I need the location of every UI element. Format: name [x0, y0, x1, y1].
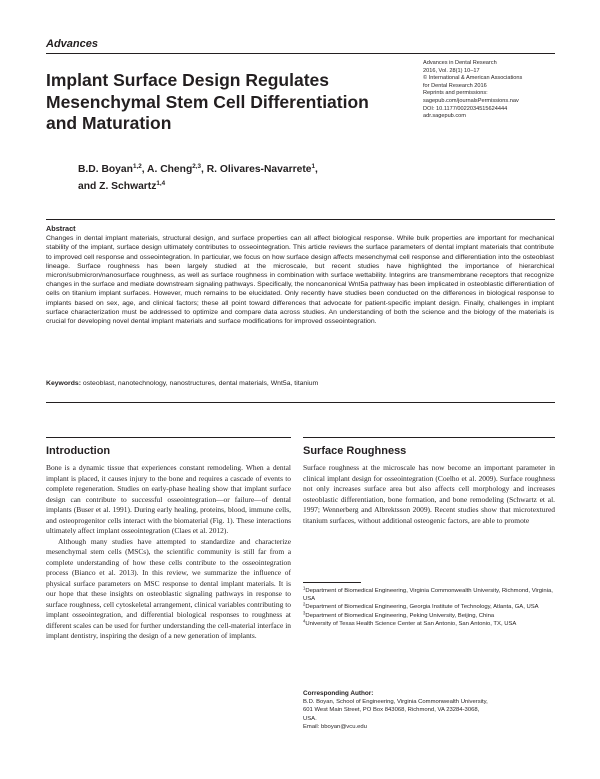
corresponding-line: 601 West Main Street, PO Box 843068, Richmond, VA 23284-3068, — [303, 707, 480, 714]
journal-name: Advances in Dental Research — [423, 60, 497, 66]
author-sep: , — [201, 164, 207, 175]
surface-roughness-paragraph: Surface roughness at the microscale has now become an important parameter in clinical implant design for osseointegration (Coelho et al. 2009). Surface roughness not only increases surface area but also affects cell morphology and increases osteoblastic differentiation, bone formation, and bone remodeling (Schwartz et al. 1997; Wennerberg and Albrektsson 2009). Recent studies show that microtextured titanium surfaces, without additional osteogenic factors, are able to promote — [303, 463, 555, 525]
affiliation-text: Department of Biomedical Engineering, Peking University, Beijing, China — [305, 612, 495, 619]
journal-url[interactable]: adr.sagepub.com — [423, 113, 466, 120]
author-name: A. Cheng — [147, 164, 193, 175]
copyright-line-2: for Dental Research 2016 — [423, 82, 487, 89]
author-affil-sup: 1,4 — [156, 180, 166, 188]
doi[interactable]: DOI: 10.1177/0022034515624444 — [423, 105, 508, 112]
affiliation-item — [303, 587, 555, 603]
author-sep: , — [315, 164, 318, 175]
affiliation-sup: 2 — [303, 602, 306, 608]
corresponding-line: USA. — [303, 715, 317, 722]
affiliation-text: Department of Biomedical Engineering, Georgia Institute of Technology, Atlanta, GA, USA — [305, 604, 539, 611]
keywords-text: osteoblast, nanotechnology, nanostructures, dental materials, Wnt5a, titanium — [82, 380, 319, 387]
intro-heading-rule — [46, 437, 291, 438]
copyright-line: © International & American Associations — [423, 75, 523, 82]
keywords — [46, 380, 554, 387]
affiliation-item — [303, 620, 555, 628]
corresponding-author — [303, 690, 555, 731]
article-title: Implant Surface Design Regulates Mesenchymal Stem Cell Differentiation and Maturation — [46, 70, 369, 133]
footnote-rule — [303, 582, 361, 583]
affiliation-text: University of Texas Health Science Center at San Antonio, San Antonio, TX, USA — [305, 620, 517, 627]
corresponding-line: B.D. Boyan, School of Engineering, Virginia Commonwealth University, — [303, 699, 488, 706]
affiliation-text: Department of Biomedical Engineering, Virginia Commonwealth University, Richmond, Virginia, USA — [303, 588, 553, 603]
section-label: Advances — [46, 38, 98, 50]
surface-roughness-body — [303, 463, 555, 526]
introduction-paragraph: Although many studies have attempted to standardize and characterize mesenchymal stem cells (MSCs), the scientific community is still far from a complete understanding of how these cells contribute to the osseointegration process (Bianco et al. 2013). In this review, we summarize the influence of physical surface parameters on MSC response to dental implant materials. It is our hope that these insights on osteoblastic signaling pathways in response to surface roughness, cell cytoskeletal arrangement, clinical variables contributing to implant osseointegration, and differential biological responses to roughness at different scales can be used for further understanding the cell-material interface in implant dentistry, inspiring the design of a new generation of implants. — [46, 536, 291, 640]
roughness-heading-rule — [303, 437, 555, 438]
introduction-paragraph: Bone is a dynamic tissue that experiences constant remodeling. When a dental implant is placed, it causes injury to the bone and requires a cascade of events to complete regeneration. Studies on early-phase healing show that implant surface design can contribute to successful osseointegration—or failure—of dental implants (Buser et al. 1991). During early healing, proteins, blood, immune cells, and osteoprogenitor cells interact with the biomaterial (Fig. 1). These interactions ultimately affect implant osseointegration (Claes et al. 2012). — [46, 463, 291, 535]
affiliation-item — [303, 612, 555, 620]
introduction-heading: Introduction — [46, 445, 111, 457]
affiliation-sup: 1 — [303, 585, 306, 591]
corresponding-email[interactable]: Email: bboyan@vcu.edu — [303, 723, 367, 730]
surface-roughness-heading: Surface Roughness — [303, 445, 407, 457]
permissions-link[interactable]: sagepub.com/journalsPermissions.nav — [423, 97, 519, 104]
author-list — [78, 161, 378, 195]
abstract-heading: Abstract — [46, 224, 76, 233]
affiliation-sup: 3 — [303, 610, 306, 616]
affiliation-sup: 4 — [303, 618, 306, 624]
corresponding-heading: Corresponding Author: — [303, 690, 374, 697]
reprints-label: Reprints and permissions: — [423, 90, 488, 97]
author-sep: , — [141, 164, 148, 175]
author-affil-sup: 1,2 — [132, 163, 142, 171]
author-affil-sup: 1 — [311, 163, 316, 171]
keywords-label: Keywords: — [46, 380, 81, 387]
author-affil-sup: 2,3 — [192, 163, 202, 171]
author-name: B.D. Boyan — [78, 164, 133, 175]
abstract-top-rule — [46, 219, 555, 220]
author-name: R. Olivares-Navarrete — [206, 164, 312, 175]
affiliations — [303, 587, 555, 628]
header-rule — [46, 53, 555, 54]
journal-info — [423, 60, 573, 121]
journal-volume: 2016, Vol. 28(1) 10–17 — [423, 67, 480, 74]
abstract-bottom-rule — [46, 402, 555, 403]
author-name: and Z. Schwartz — [78, 181, 157, 192]
introduction-body — [46, 463, 291, 642]
abstract — [46, 224, 554, 326]
abstract-text: Changes in dental implant materials, structural design, and surface properties can all affect biological response. While bulk properties are important for mechanical stability of the implant, surface design ultimately contributes to osseointegration. This article reviews the surface parameters of dental implant materials that contribute to improved cell response and osseointegration. In particular, we focus on how surface design affects mesenchymal cell response and differentiation into the osteoblast lineage. Surface roughness has been largely studied at the microscale, but recent studies have highlighted the importance of hierarchical micron/submicron/nanosurface roughness, as well as surface roughness in combination with surface wettability. Integrins are transmembrane receptors that recognize changes in the surface and mediate downstream signaling pathways. Specifically, the noncanonical Wnt5a pathway has been implicated in osteoblastic differentiation of cells on titanium implant surfaces. However, much remains to be elucidated. Only recently have studies been conducted on the differences in biological response to implants based on sex, age, and clinical factors; these all point toward differences that advocate for patient-specific implant design. Finally, challenges in implant surface characterization must be addressed to optimize and compare data across studies. An understanding of both the science and the biology of the materials is crucial for developing novel dental implant materials and surface modifications for improved osseointegration. — [46, 235, 555, 326]
affiliation-item — [303, 603, 555, 611]
